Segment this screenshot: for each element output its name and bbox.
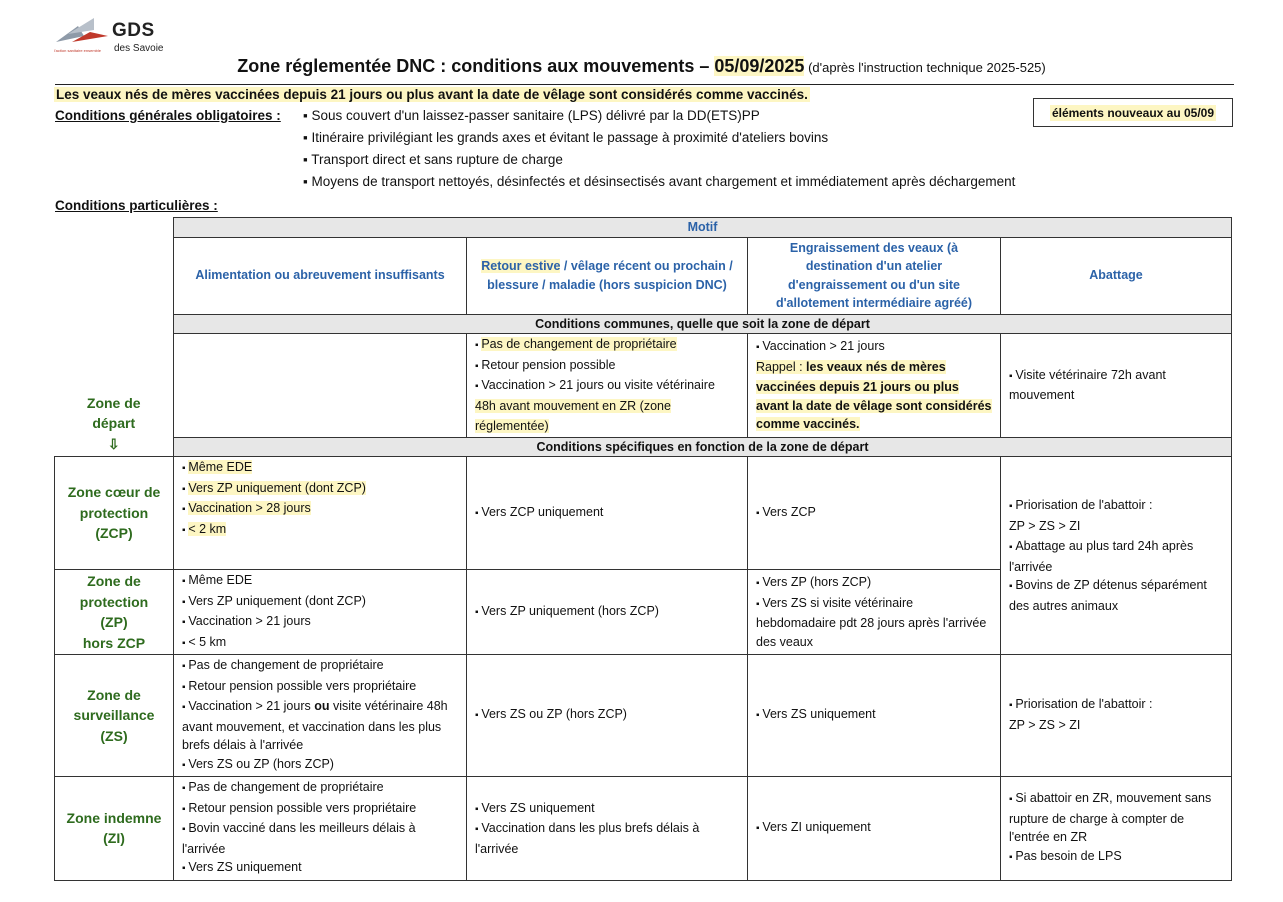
zone-name-line: surveillance: [73, 707, 155, 724]
zp-retour-cell: [467, 570, 748, 655]
list-item: ▪ Vaccination > 21 jours ou visite vétérinaire: [475, 376, 739, 397]
motif-header: Motif: [174, 218, 1232, 238]
table-corner: [55, 218, 174, 238]
list-item: ▪ Vaccination dans les plus brefs délais à l'arrivée: [475, 819, 739, 858]
new-elements-legend-text: éléments nouveaux au 05/09: [1051, 105, 1215, 120]
list-item: ▪ Vers ZCP: [756, 503, 992, 524]
list-item: ▪ Pas de changement de propriétaire: [182, 656, 458, 677]
list-item: [182, 499, 458, 520]
zone-name-line: hors ZCP: [82, 634, 146, 651]
list-item: ZP > ZS > ZI: [1009, 717, 1081, 732]
common-alimentation-cell: [174, 334, 467, 438]
zone-label-zp: [55, 570, 174, 655]
particular-conditions-label: Conditions particulières :: [55, 198, 218, 213]
zs-alimentation-cell: [174, 655, 467, 777]
new-elements-legend: [1033, 98, 1233, 127]
list-item: ▪ Bovins de ZP détenus séparément des autres animaux: [1009, 576, 1223, 615]
item-text: < 2 km: [188, 521, 227, 536]
zcp-alimentation-cell: [174, 457, 467, 570]
general-condition-item: ▪ Sous couvert d'un laissez-passer sanitaire (LPS) délivré par la DD(ETS)PP: [303, 108, 760, 123]
logo-subtitle: des Savoie: [114, 43, 164, 54]
calves-vaccination-note: Les veaux nés de mères vaccinées depuis 21 jours ou plus avant la date de vêlage sont considérés comme vaccinés.: [56, 87, 808, 102]
list-item: ▪ Vers ZI uniquement: [756, 818, 992, 839]
gds-logo: [54, 16, 174, 56]
header-retour-highlight: Retour estive: [481, 259, 561, 273]
common-engraissement-cell: [748, 334, 1001, 438]
zone-depart-line2: départ: [92, 415, 136, 431]
general-condition-item: ▪ Moyens de transport nettoyés, désinfectés et désinsectisés avant chargement et immédiatement après déchargement: [303, 174, 1016, 189]
zone-depart-label: [55, 334, 174, 457]
item-text: visite vétérinaire 48h avant mouvement, et vaccination dans les plus brefs délais à l'arrivée: [182, 699, 448, 752]
list-item: [475, 397, 739, 436]
common-retour-cell: [467, 334, 748, 438]
zone-label-zcp: [55, 457, 174, 570]
zone-name-line: Zone de: [87, 573, 141, 589]
item-text: Même EDE: [188, 460, 253, 474]
title-main: Zone réglementée DNC : conditions aux mouvements –: [237, 56, 715, 76]
item-text: 48h avant mouvement en ZR (zone réglementée): [475, 398, 671, 433]
zi-abattage-cell: [1001, 777, 1232, 881]
zs-retour-cell: [467, 655, 748, 777]
zone-name-line: (ZP): [100, 614, 128, 630]
list-item: ▪ Même EDE: [182, 571, 458, 592]
zone-label-zi: [55, 777, 174, 881]
band-specific-conditions: Conditions spécifiques en fonction de la zone de départ: [174, 437, 1232, 457]
zi-retour-cell: [467, 777, 748, 881]
list-item: ▪ Pas besoin de LPS: [1009, 847, 1223, 868]
list-item: ▪ Vers ZP uniquement (hors ZCP): [475, 602, 739, 623]
list-item: ▪ Vers ZS uniquement: [475, 799, 739, 820]
list-item: ▪ Visite vétérinaire 72h avant mouvement: [1009, 366, 1223, 405]
zs-abattage-cell: [1001, 655, 1232, 777]
list-item: ▪ < 5 km: [182, 633, 458, 654]
zone-name-line: (ZCP): [95, 525, 133, 542]
general-condition-item: ▪ Itinéraire privilégiant les grands axes et évitant le passage à proximité d'ateliers bovins: [303, 130, 829, 145]
list-item: ▪ Vers ZP (hors ZCP): [756, 573, 992, 594]
zi-engraissement-cell: [748, 777, 1001, 881]
zs-engraissement-cell: [748, 655, 1001, 777]
zcp-engraissement-cell: [748, 457, 1001, 570]
zone-label-zs: [55, 655, 174, 777]
title-date: 05/09/2025: [714, 56, 805, 76]
logo-tagline: l'action sanitaire ensemble: [54, 48, 102, 53]
column-header-abattage: Abattage: [1001, 237, 1232, 314]
item-text: Pas de changement de propriétaire: [481, 337, 677, 351]
list-item: ▪ Abattage au plus tard 24h après l'arrivée: [1009, 537, 1223, 576]
zone-name-line: (ZS): [100, 727, 128, 744]
list-item: [182, 479, 458, 500]
item-text: Vaccination > 28 jours: [188, 501, 311, 515]
page-title: [0, 56, 1283, 77]
zp-engraissement-cell: [748, 570, 1001, 655]
general-conditions-label: Conditions générales obligatoires :: [55, 108, 281, 123]
list-item: ▪ Priorisation de l'abattoir :: [1009, 695, 1223, 716]
list-item: ▪ Bovin vacciné dans les meilleurs délais à l'arrivée: [182, 819, 458, 858]
list-item: [475, 335, 739, 356]
common-abattage-cell: [1001, 334, 1232, 438]
column-header-engraissement: Engraissement des veaux (à destination d'un atelier d'engraissement ou d'un site d'allotement intermédiaire agréé): [748, 237, 1001, 314]
list-item: ▪ Si abattoir en ZR, mouvement sans rupture de charge à compter de l'entrée en ZR: [1009, 789, 1223, 847]
list-item: ▪ Retour pension possible vers propriétaire: [182, 677, 458, 698]
zone-name-line: protection: [79, 593, 149, 610]
item-text: Vers ZP uniquement (dont ZCP): [188, 480, 366, 495]
list-item: ▪ Vaccination > 21 jours: [182, 612, 458, 633]
list-item: ▪ Vaccination > 21 jours: [756, 337, 992, 358]
zp-alimentation-cell: [174, 570, 467, 655]
column-header-retour: [467, 237, 748, 314]
rappel-text: les veaux nés de mères vaccinées depuis 21 jours ou plus avant la date de vêlage sont considérés comme vaccinés.: [756, 359, 992, 431]
header-retour-rest: / vêlage récent ou prochain / blessure / maladie (hors suspicion DNC): [487, 259, 733, 292]
zone-name-line: Zone de: [87, 686, 141, 703]
list-item: ▪ Vers ZP uniquement (dont ZCP): [182, 592, 458, 613]
zi-alimentation-cell: [174, 777, 467, 881]
down-arrow-icon: ⇩: [107, 435, 120, 452]
list-item: ▪ Retour pension possible: [475, 356, 739, 377]
title-source: (d'après l'instruction technique 2025-525): [804, 60, 1046, 75]
list-item: ▪ Priorisation de l'abattoir :: [1009, 496, 1223, 517]
list-item: ▪ Vers ZS uniquement: [182, 858, 458, 879]
zone-depart-line1: Zone de: [86, 394, 141, 411]
zone-name-line: Zone cœur de: [67, 484, 161, 501]
rappel-label: Rappel :: [756, 359, 807, 374]
general-conditions-list: [303, 108, 1015, 196]
title-divider: [55, 84, 1234, 85]
list-item: ▪ Pas de changement de propriétaire: [182, 778, 458, 799]
table-corner: [55, 237, 174, 314]
zcp-retour-cell: [467, 457, 748, 570]
item-text-bold: ou: [314, 699, 330, 713]
list-item: ZP > ZS > ZI: [1009, 518, 1081, 533]
movement-conditions-table: [54, 217, 1232, 881]
logo-brand: GDS: [112, 20, 155, 41]
gds-logo-mark-icon: [54, 16, 110, 48]
list-item: [182, 520, 458, 541]
list-item: ▪ Vers ZS ou ZP (hors ZCP): [182, 755, 458, 776]
list-item: ▪ Retour pension possible vers propriétaire: [182, 799, 458, 820]
list-item: ▪ Vers ZS uniquement: [756, 705, 992, 726]
zone-name-line: protection: [79, 504, 149, 521]
table-corner: [55, 314, 174, 334]
list-item: ▪ Vers ZS ou ZP (hors ZCP): [475, 705, 739, 726]
list-item: ▪ Vers ZCP uniquement: [475, 503, 739, 524]
zone-name-line: (ZI): [103, 830, 125, 847]
item-text: Vaccination > 21 jours: [188, 699, 315, 713]
general-condition-item: ▪ Transport direct et sans rupture de charge: [303, 152, 563, 167]
list-item: ▪ Vers ZS si visite vétérinaire hebdomadaire pdt 28 jours après l'arrivée des veaux: [756, 594, 992, 652]
rappel-note: [756, 358, 992, 434]
list-item: [182, 697, 458, 755]
list-item: [182, 458, 458, 479]
zcp-zp-abattage-cell: [1001, 457, 1232, 655]
zone-name-line: Zone indemne: [66, 809, 162, 826]
column-header-alimentation: Alimentation ou abreuvement insuffisants: [174, 237, 467, 314]
band-common-conditions: Conditions communes, quelle que soit la zone de départ: [174, 314, 1232, 334]
